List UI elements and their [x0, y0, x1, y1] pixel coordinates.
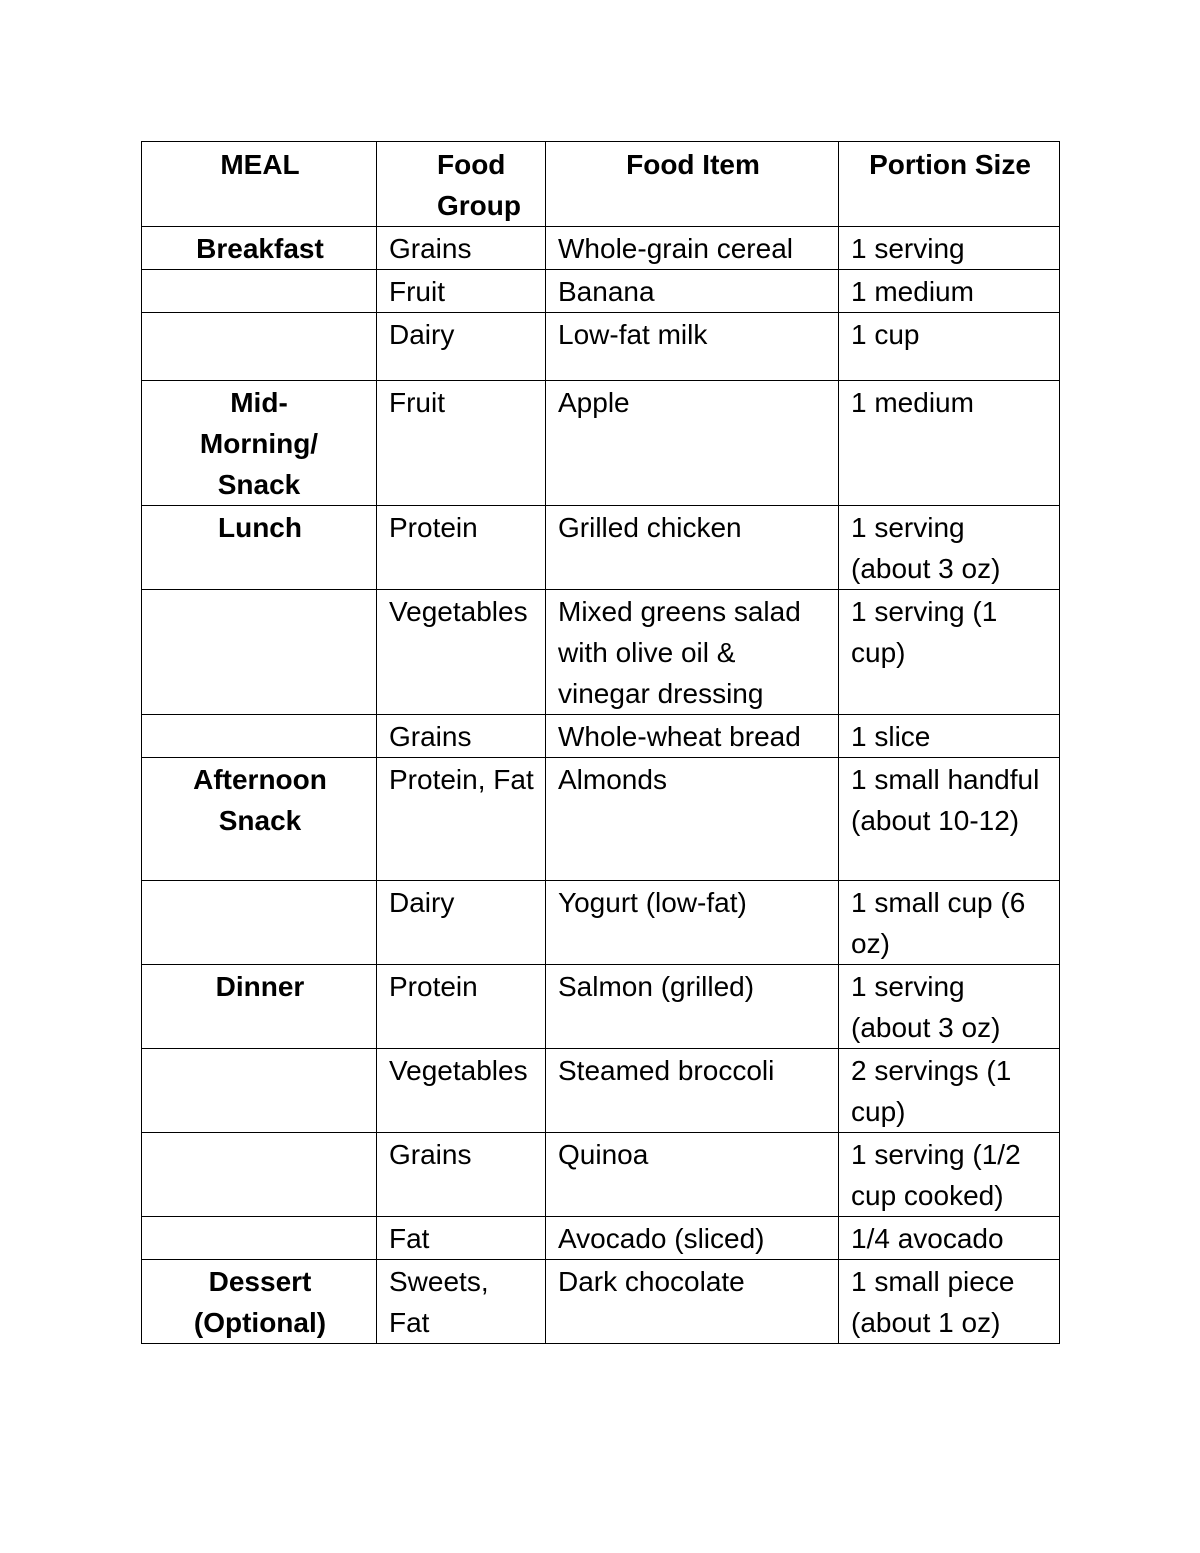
- meal-cell: Lunch: [142, 506, 377, 590]
- food-group-cell: Vegetables: [377, 1049, 546, 1133]
- table-row: [142, 715, 1060, 758]
- meal-cell: Dessert (Optional): [142, 1260, 377, 1344]
- table-row: [142, 227, 1060, 270]
- header-food-group: Food Group: [377, 142, 546, 227]
- portion-size-cell: 1/4 avocado: [839, 1217, 1060, 1260]
- food-group-cell: Grains: [377, 227, 546, 270]
- table-row: [142, 313, 1060, 381]
- food-item-cell: Banana: [546, 270, 839, 313]
- portion-size-cell: 1 small cup (6 oz): [839, 881, 1060, 965]
- portion-size-cell: 1 serving (about 3 oz): [839, 965, 1060, 1049]
- food-group-cell: Protein: [377, 506, 546, 590]
- food-group-cell: Grains: [377, 715, 546, 758]
- food-item-cell: Grilled chicken: [546, 506, 839, 590]
- header-meal: MEAL: [142, 142, 377, 227]
- header-portion-size: Portion Size: [839, 142, 1060, 227]
- food-item-cell: Whole-grain cereal: [546, 227, 839, 270]
- portion-size-cell: 1 serving (1/2 cup cooked): [839, 1133, 1060, 1217]
- food-group-cell: Grains: [377, 1133, 546, 1217]
- meal-cell: [142, 1217, 377, 1260]
- portion-size-cell: 1 serving: [839, 227, 1060, 270]
- table-row: [142, 1049, 1060, 1133]
- meal-cell: Afternoon Snack: [142, 758, 377, 881]
- table-row: [142, 270, 1060, 313]
- meal-cell: Dinner: [142, 965, 377, 1049]
- food-group-cell: Protein: [377, 965, 546, 1049]
- header-food-item: Food Item: [546, 142, 839, 227]
- meal-cell: [142, 1133, 377, 1217]
- table-row: [142, 381, 1060, 506]
- meal-cell: [142, 590, 377, 715]
- food-item-cell: Apple: [546, 381, 839, 506]
- table-row: [142, 881, 1060, 965]
- food-item-cell: Yogurt (low-fat): [546, 881, 839, 965]
- food-item-cell: Steamed broccoli: [546, 1049, 839, 1133]
- meal-cell: [142, 881, 377, 965]
- food-item-cell: Quinoa: [546, 1133, 839, 1217]
- food-group-cell: Dairy: [377, 313, 546, 381]
- table-row: [142, 590, 1060, 715]
- meal-cell: [142, 715, 377, 758]
- meal-cell: [142, 1049, 377, 1133]
- table-row: [142, 1133, 1060, 1217]
- table-header-row: [142, 142, 1060, 227]
- portion-size-cell: 1 medium: [839, 381, 1060, 506]
- portion-size-cell: 1 cup: [839, 313, 1060, 381]
- meal-cell: Mid-Morning/ Snack: [142, 381, 377, 506]
- portion-size-cell: 1 small piece (about 1 oz): [839, 1260, 1060, 1344]
- food-item-cell: Avocado (sliced): [546, 1217, 839, 1260]
- food-item-cell: Almonds: [546, 758, 839, 881]
- portion-size-cell: 1 small handful (about 10-12): [839, 758, 1060, 881]
- portion-size-cell: 1 medium: [839, 270, 1060, 313]
- portion-size-cell: 2 servings (1 cup): [839, 1049, 1060, 1133]
- table-row: [142, 758, 1060, 881]
- food-item-cell: Mixed greens salad with olive oil & vinegar dressing: [546, 590, 839, 715]
- table-row: [142, 506, 1060, 590]
- food-item-cell: Dark chocolate: [546, 1260, 839, 1344]
- food-item-cell: Salmon (grilled): [546, 965, 839, 1049]
- portion-size-cell: 1 slice: [839, 715, 1060, 758]
- portion-size-cell: 1 serving (1 cup): [839, 590, 1060, 715]
- food-item-cell: Whole-wheat bread: [546, 715, 839, 758]
- table-row: [142, 1260, 1060, 1344]
- food-item-cell: Low-fat milk: [546, 313, 839, 381]
- meal-cell: Breakfast: [142, 227, 377, 270]
- food-group-cell: Fruit: [377, 381, 546, 506]
- meal-plan-table: [141, 141, 1060, 1344]
- table-row: [142, 965, 1060, 1049]
- food-group-cell: Sweets, Fat: [377, 1260, 546, 1344]
- table-row: [142, 1217, 1060, 1260]
- food-group-cell: Protein, Fat: [377, 758, 546, 881]
- food-group-cell: Dairy: [377, 881, 546, 965]
- food-group-cell: Fruit: [377, 270, 546, 313]
- portion-size-cell: 1 serving (about 3 oz): [839, 506, 1060, 590]
- food-group-cell: Fat: [377, 1217, 546, 1260]
- meal-cell: [142, 270, 377, 313]
- meal-cell: [142, 313, 377, 381]
- food-group-cell: Vegetables: [377, 590, 546, 715]
